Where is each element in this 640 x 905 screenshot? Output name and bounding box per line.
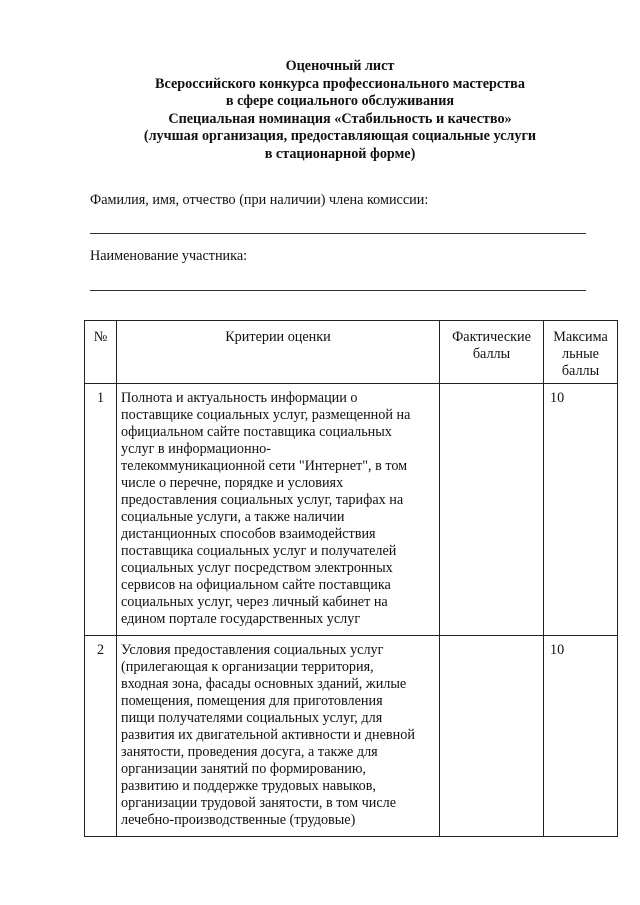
criterion-line: занятости, проведения досуга, а также для — [121, 744, 378, 760]
header-max-line: баллы — [561, 363, 600, 379]
actual-points-cell[interactable] — [444, 642, 540, 830]
participant-label: Наименование участника: — [90, 248, 248, 264]
criterion-line: услуг в информационно- — [121, 441, 271, 457]
title-line: Всероссийского конкурса профессионального мастерства — [155, 75, 525, 92]
document-title — [80, 58, 600, 164]
title-line: Специальная номинация «Стабильность и качество» — [168, 110, 512, 127]
header-max-line: Максима — [553, 329, 608, 345]
max-points-value: 10 — [550, 642, 565, 658]
header-max-points — [544, 329, 617, 380]
criterion-line: сервисов на официальном сайте поставщика — [121, 577, 391, 593]
criterion-line: числе о перечне, порядке и условиях — [121, 475, 344, 491]
criterion-line: пищи получателями социальных услуг, для — [121, 710, 383, 726]
criterion-text — [121, 390, 410, 628]
criterion-text — [121, 642, 415, 829]
criterion-line: предоставления социальных услуг, тарифах на — [121, 492, 404, 508]
participant-line[interactable] — [90, 290, 586, 291]
criterion-line: социальных услуг, через личный кабинет на — [121, 594, 388, 610]
header-actual-line: Фактические — [452, 329, 531, 345]
header-number: № — [93, 329, 108, 345]
criterion-line: входная зона, фасады основных зданий, жилые — [121, 676, 407, 692]
table-col-divider — [543, 320, 544, 837]
criterion-line: официальном сайте поставщика социальных — [121, 424, 392, 440]
criterion-line: развития их двигательной активности и дневной — [121, 727, 415, 743]
criterion-line: телекоммуникационной сети "Интернет", в том — [121, 458, 408, 474]
header-actual-line: баллы — [472, 346, 511, 362]
header-actual-points — [440, 329, 543, 363]
commission-member-line[interactable] — [90, 233, 586, 234]
criterion-line: лечебно-производственные (трудовые) — [121, 812, 356, 828]
criterion-line: едином портале государственных услуг — [121, 611, 361, 627]
table-border-right — [617, 320, 618, 837]
criterion-line: организации трудовой занятости, в том числе — [121, 795, 397, 811]
table-border-top — [84, 320, 618, 321]
commission-member-label: Фамилия, имя, отчество (при наличии) члена комиссии: — [90, 192, 429, 208]
header-criteria: Критерии оценки — [225, 329, 331, 345]
table-col-divider — [439, 320, 440, 837]
criterion-line: организации занятий по формированию, — [121, 761, 366, 777]
criterion-line: поставщике социальных услуг, размещенной на — [121, 407, 411, 423]
criterion-line: социальные услуги, а также наличии — [121, 509, 345, 525]
title-line: (лучшая организация, предоставляющая социальные услуги — [143, 128, 537, 145]
row-number: 2 — [96, 642, 105, 658]
table-border-bottom — [84, 836, 618, 837]
max-points-value: 10 — [550, 390, 565, 406]
criterion-line: Полнота и актуальность информации о — [121, 390, 358, 406]
criterion-line: социальных услуг посредством электронных — [121, 560, 393, 576]
criterion-line: дистанционных способов взаимодействия — [121, 526, 376, 542]
row-number: 1 — [96, 390, 105, 406]
criterion-line: (прилегающая к организации территория, — [121, 659, 374, 675]
criterion-line: поставщика социальных услуг и получателей — [121, 543, 397, 559]
table-row-divider — [84, 635, 618, 636]
title-line: в стационарной форме) — [264, 145, 416, 162]
title-line: Оценочный лист — [285, 58, 395, 74]
header-max-line: льные — [562, 346, 599, 362]
actual-points-cell[interactable] — [444, 390, 540, 630]
title-line: в сфере социального обслуживания — [225, 93, 455, 110]
criterion-line: Условия предоставления социальных услуг — [121, 642, 384, 658]
criterion-line: помещения, помещения для приготовления — [121, 693, 383, 709]
criterion-line: развитию и поддержке трудовых навыков, — [121, 778, 376, 794]
table-header-divider — [84, 383, 618, 384]
